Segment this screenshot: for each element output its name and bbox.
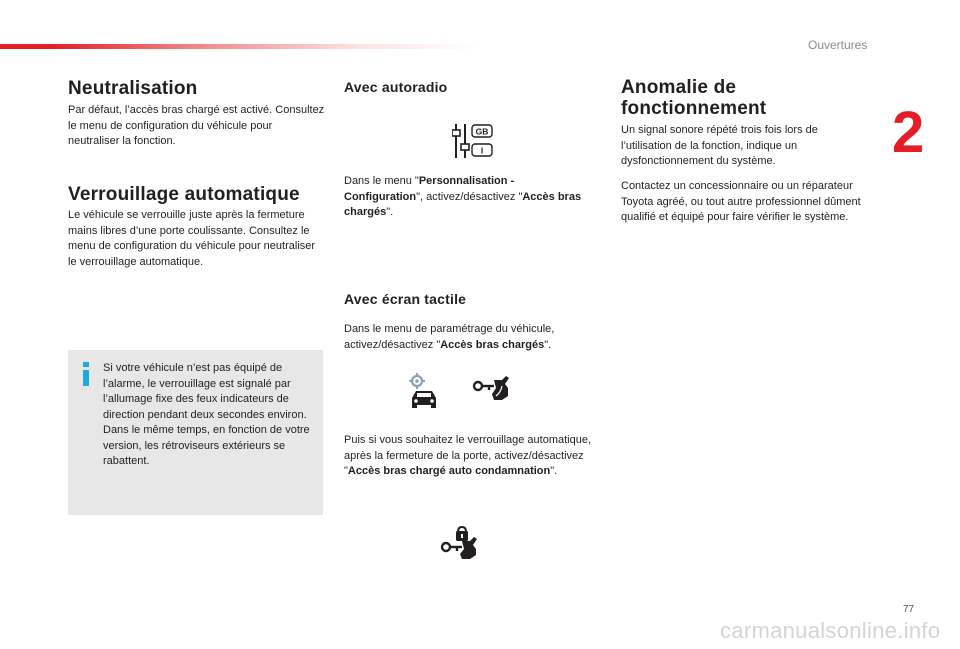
watermark: carmanualsonline.info (720, 618, 941, 643)
info-box (68, 350, 323, 515)
info-text: Si votre véhicule n’est pas équipé de l’alarme, le verrouillage est signalé par l’allumage fixe des feux indicateurs de direction pendant deux secondes environ. Dans le même temps, en fonction de votre version, les rétroviseurs extérieurs se rabattent. (103, 362, 310, 467)
heading-verrouillage: Verrouillage automatique (68, 184, 300, 205)
key-hand-icon (472, 374, 512, 404)
heading-ecran-tactile: Avec écran tactile (344, 291, 467, 307)
text-anomalie-2: Contactez un concessionnaire ou un réparateur Toyota agréé, ou tout autre professionnel dûment qualifié et équipé pour faire vérifier le système. (621, 180, 861, 223)
section-title: Ouvertures (808, 38, 868, 52)
info-icon (80, 362, 92, 386)
text-autoradio: Dans le menu "Personnalisation - Configuration", activez/désactivez "Accès bras chargés". (344, 175, 582, 218)
text-verrouillage: Le véhicule se verrouille juste après la fermeture mains libres d’une porte coulissante. Consultez le menu de configuration du véhicule pour neutraliser le verrouillage automatique. (68, 209, 316, 268)
heading-autoradio: Avec autoradio (344, 79, 448, 95)
heading-anomalie: Anomalie de fonctionnement (621, 77, 767, 119)
chapter-number: 2 (892, 100, 925, 165)
svg-text:I: I (480, 145, 484, 156)
svg-text:GB: GB (475, 126, 489, 137)
settings-sliders-gb-icon (452, 122, 494, 160)
page-number: 77 (903, 604, 915, 615)
heading-neutralisation: Neutralisation (68, 78, 198, 99)
car-settings-icon (406, 372, 442, 408)
text-anomalie-1: Un signal sonore répété trois fois lors de l’utilisation de la fonction, indique un dysfonctionnement du système. (621, 124, 818, 167)
text-neutralisation: Par défaut, l’accès bras chargé est activé. Consultez le menu de configuration du véhicule pour neutraliser la fonction. (68, 104, 325, 147)
text-ecran-tactile: Dans le menu de paramétrage du véhicule, activez/désactivez "Accès bras chargés". (344, 323, 555, 351)
key-hand-lock-icon (440, 525, 480, 561)
header-accent-bar (0, 44, 480, 49)
text-auto-lock: Puis si vous souhaitez le verrouillage automatique, après la fermeture de la porte, activez/désactivez "Accès bras chargé auto condamnation". (344, 434, 592, 477)
